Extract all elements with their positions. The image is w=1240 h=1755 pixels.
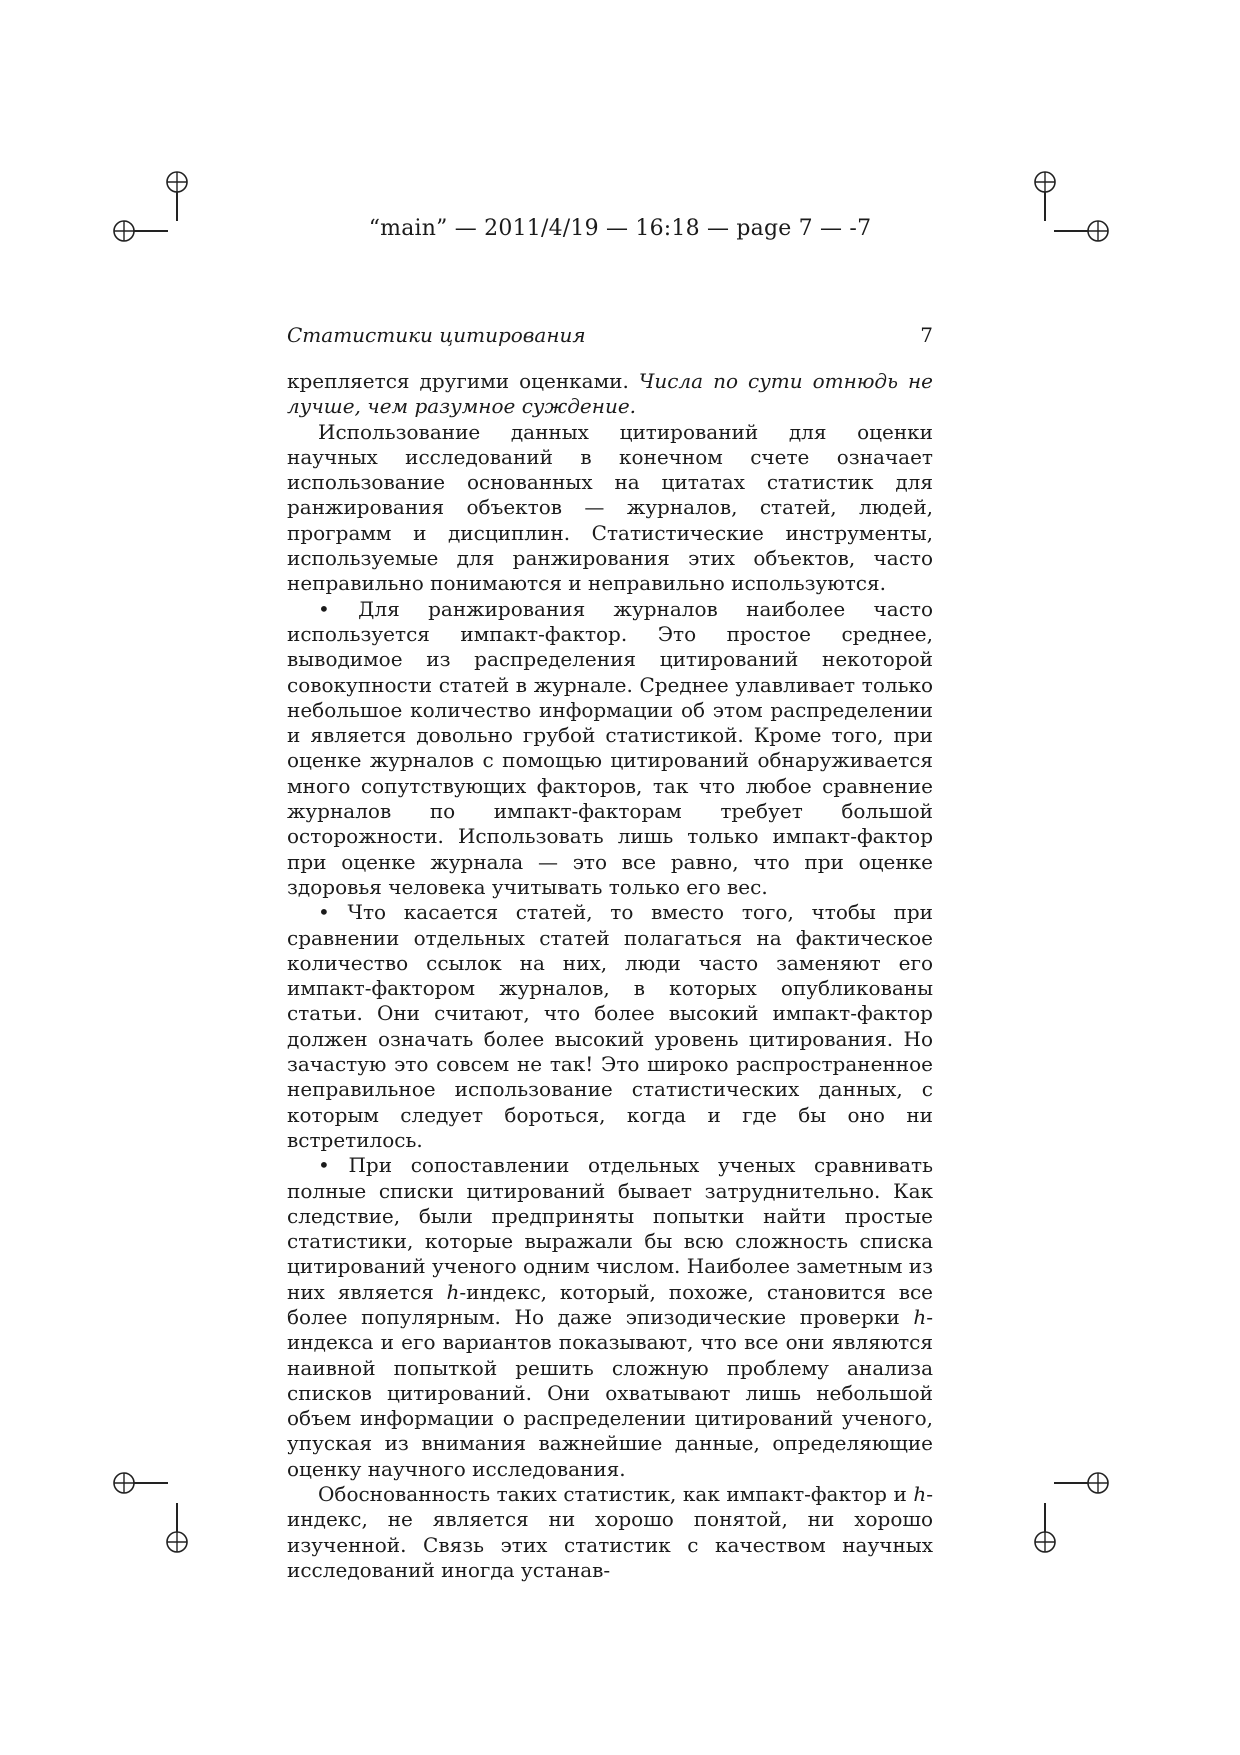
paragraph-3: • Для ранжирования журналов наиболее часто используется импакт-фактор. Это простое среднее, выводимое из распределения цитирований некоторой совокупности статей в журнале. Среднее улавливает только небольшое количество информации об этом распределении и является довольно грубой статистикой. Кроме того, при оценке журналов с помощью цитирований обнаруживается много сопутствующих факторов, так что любое сравнение журналов по импакт-факторам требует большой осторожности. Использовать лишь только импакт-фактор при оценке журнала — это все равно, что при оценке здоровья человека учитывать только его вес. bbox=[287, 596, 933, 899]
paragraph-5-part-2: -индекс, который, похоже, становится все более популярным. Но даже эпизодические проверки bbox=[287, 1279, 933, 1329]
document-meta-header: “main” — 2011/4/19 — 16:18 — page 7 — -7 bbox=[368, 216, 872, 241]
bottom-right-crop-mark bbox=[1030, 1473, 1110, 1553]
bottom-left-crop-mark bbox=[112, 1473, 192, 1553]
paragraph-5 bbox=[287, 1153, 933, 1482]
paragraph-1-italic: Числа по сути отнюдь не лучше, чем разумное суждение. bbox=[287, 369, 934, 419]
paragraph-1-normal: крепляется другими оценками. bbox=[287, 369, 629, 393]
h-index-symbol-3: h bbox=[913, 1482, 927, 1507]
running-title: Статистики цитирования bbox=[287, 323, 586, 347]
paragraph-6-part-1: Обоснованность таких статистик, как импакт-фактор и bbox=[318, 1482, 907, 1507]
bottom-left-registration-icon bbox=[112, 1473, 192, 1553]
paragraph-6 bbox=[287, 1482, 933, 1583]
paragraph-5-part-3: -индекса и его вариантов показывают, что все они являются наивной попыткой решить сложную проблему анализа списков цитирований. Они охватывают лишь небольшой объем информации о распределении цитирований ученого, упуская из внимания важнейшие данные, определяющие оценку научного исследования. bbox=[287, 1304, 933, 1481]
paragraph-5-part-1: • При сопоставлении отдельных ученых сравнивать полные списки цитирований бывает затруднительно. Как следствие, были предприняты попытки найти простые статистики, которые выражали бы всю сложность списка цитирований ученого одним числом. Наиболее заметным из них является bbox=[287, 1153, 933, 1304]
paragraph-2: Использование данных цитирований для оценки научных исследований в конечном счете означает использование основанных на цитатах статистик для ранжирования объектов — журналов, статей, людей, программ и дисциплин. Статистические инструменты, используемые для ранжирования этих объектов, часто неправильно понимаются и неправильно используются. bbox=[287, 419, 933, 596]
main-text bbox=[287, 369, 933, 1583]
paragraph-6-part-2: -индекс, не является ни хорошо понятой, ни хорошо изученной. Связь этих статистик с качеством научных исследований иногда устанав- bbox=[287, 1482, 934, 1582]
page-number: 7 bbox=[920, 323, 933, 347]
h-index-symbol-1: h bbox=[446, 1279, 460, 1304]
h-index-symbol-2: h bbox=[913, 1304, 927, 1329]
bottom-right-registration-icon bbox=[1030, 1473, 1110, 1553]
paragraph-4: • Что касается статей, то вместо того, чтобы при сравнении отдельных статей полагаться на фактическое количество ссылок на них, люди часто заменяют его импакт-фактором журналов, в которых опубликованы статьи. Они считают, что более высокий импакт-фактор должен означать более высокий уровень цитирования. Но зачастую это совсем не так! Это широко распространенное неправильное использование статистических данных, с которым следует бороться, когда и где бы оно ни встретилось. bbox=[287, 900, 933, 1152]
paragraph-1 bbox=[287, 369, 933, 420]
